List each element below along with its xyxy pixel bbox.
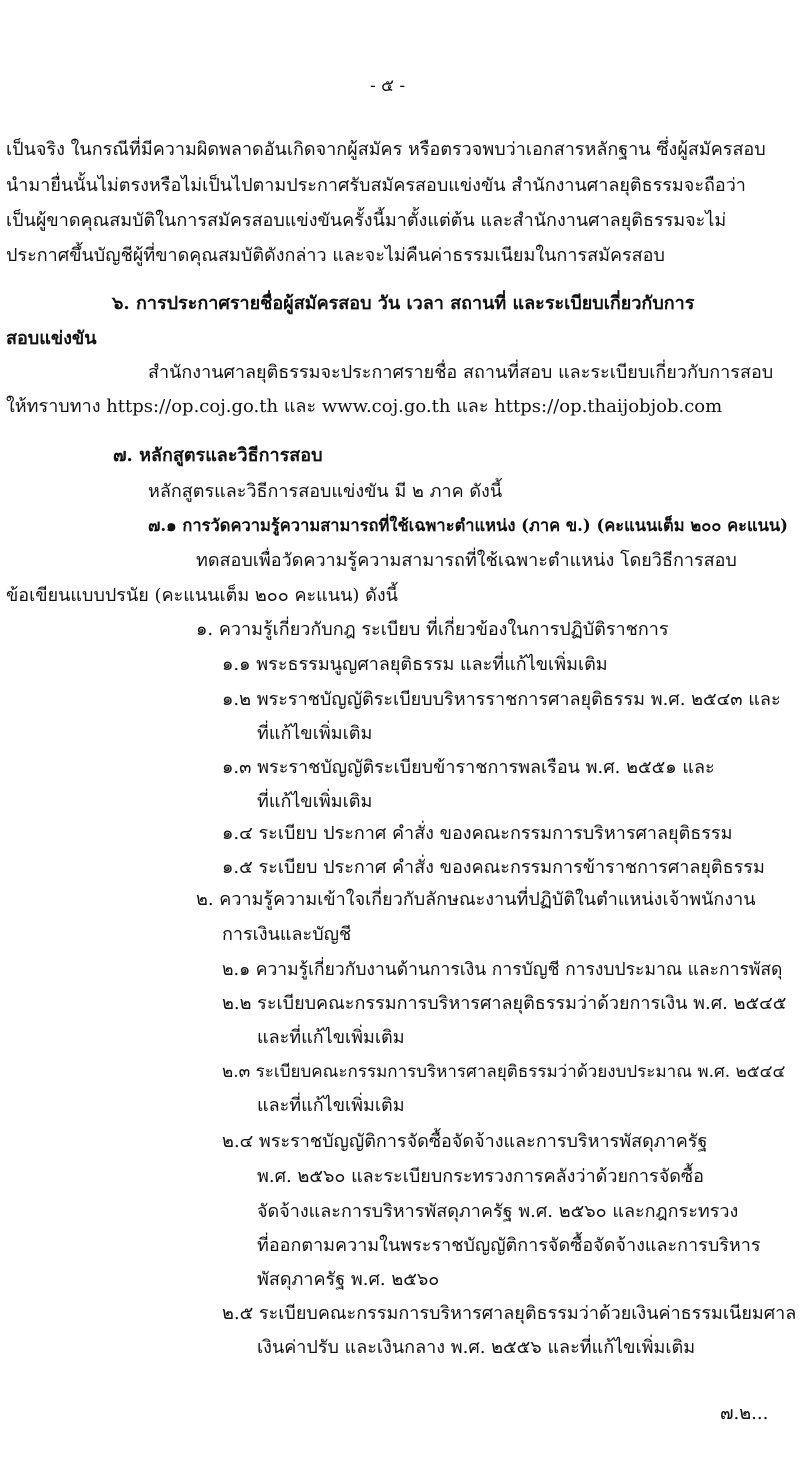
section-6-body: สำนักงานศาลยุติธรรมจะประกาศรายชื่อ สถานที่สอบ และระเบียบเกี่ยวกับการสอบ [148,362,774,383]
list-item-cont: พัสดุภาครัฐ พ.ศ. ๒๕๖๐ [257,1269,440,1290]
list-item-cont: จัดจ้างและการบริหารพัสดุภาครัฐ พ.ศ. ๒๕๖๐ และกฎกระทรวง [257,1201,739,1222]
list-item: ๑.๒ พระราชบัญญัติระเบียบบริหารราชการศาลยุติธรรม พ.ศ. ๒๕๔๓ และ [222,689,781,710]
section-6-body-cont: ให้ทราบทาง https://op.coj.go.th และ www.coj.go.th และ https://op.thaijobjob.com [6,396,723,417]
list-item: ๑.๕ ระเบียบ ประกาศ คำสั่ง ของคณะกรรมการข้าราชการศาลยุติธรรม [222,857,765,878]
list-item-cont: และที่แก้ไขเพิ่มเติม [257,1095,405,1116]
list-item: ๒.๓ ระเบียบคณะกรรมการบริหารศาลยุติธรรมว่าด้วยงบประมาณ พ.ศ. ๒๕๔๔ [222,1062,786,1082]
list-item: ๑.๓ พระราชบัญญัติระเบียบข้าราชการพลเรือน พ.ศ. ๒๕๕๑ และ [222,757,715,778]
paragraph-line: เป็นจริง ในกรณีที่มีความผิดพลาดอันเกิดจากผู้สมัคร หรือตรวจพบว่าเอกสารหลักฐาน ซึ่งผู้สมัครสอบ [6,139,766,160]
list-item: ๒.๒ ระเบียบคณะกรรมการบริหารศาลยุติธรรมว่าด้วยการเงิน พ.ศ. ๒๕๔๕ [222,993,787,1014]
list-item: ๒. ความรู้ความเข้าใจเกี่ยวกับลักษณะงานที่ปฏิบัติในตำแหน่งเจ้าพนักงาน [196,889,756,910]
list-item: ๒.๔ พระราชบัญญัติการจัดซื้อจัดจ้างและการบริหารพัสดุภาครัฐ [222,1131,708,1152]
list-item-cont: และที่แก้ไขเพิ่มเติม [257,1027,405,1048]
paragraph-line: นำมายื่นนั้นไม่ตรงหรือไม่เป็นไปตามประกาศรับสมัครสอบแข่งขัน สำนักงานศาลยุติธรรมจะถือว่า [6,175,746,196]
list-item-cont: ที่แก้ไขเพิ่มเติม [257,791,373,812]
section-7-1-heading: ๗.๑ การวัดความรู้ความสามารถที่ใช้เฉพาะตำแหน่ง (ภาค ข.) (คะแนนเต็ม ๒๐๐ คะแนน) [148,516,788,535]
list-item: ๒.๕ ระเบียบคณะกรรมการบริหารศาลยุติธรรมว่าด้วยเงินค่าธรรมเนียมศาล [222,1303,797,1324]
list-item-cont: การเงินและบัญชี [222,924,352,945]
list-item: ๒.๑ ความรู้เกี่ยวกับงานด้านการเงิน การบัญชี การงบประมาณ และการพัสดุ [222,960,783,980]
list-item: ๑.๑ พระธรรมนูญศาลยุติธรรม และที่แก้ไขเพิ่มเติม [222,654,608,675]
section-7-intro: หลักสูตรและวิธีการสอบแข่งขัน มี ๒ ภาค ดังนี้ [148,481,503,502]
section-7-heading: ๗. หลักสูตรและวิธีการสอบ [113,445,323,466]
paragraph-line: เป็นผู้ขาดคุณสมบัติในการสมัครสอบแข่งขันครั้งนี้มาตั้งแต่ต้น และสำนักงานศาลยุติธรรมจะไม่ [6,210,727,231]
section-7-1-body: ทดสอบเพื่อวัดความรู้ความสามารถที่ใช้เฉพาะตำแหน่ง โดยวิธีการสอบ [196,550,737,571]
list-item: ๑.๔ ระเบียบ ประกาศ คำสั่ง ของคณะกรรมการบริหารศาลยุติธรรม [222,823,733,844]
section-6-heading-cont: สอบแข่งขัน [6,328,97,349]
list-item-cont: พ.ศ. ๒๕๖๐ และระเบียบกระทรวงการคลังว่าด้วยการจัดซื้อ [257,1166,704,1187]
list-item: ๑. ความรู้เกี่ยวกับกฎ ระเบียบ ที่เกี่ยวข้องในการปฏิบัติราชการ [196,619,669,640]
section-6-heading: ๖. การประกาศรายชื่อผู้สมัครสอบ วัน เวลา สถานที่ และระเบียบเกี่ยวกับการ [112,293,695,314]
list-item-cont: เงินค่าปรับ และเงินกลาง พ.ศ. ๒๕๕๖ และที่แก้ไขเพิ่มเติม [257,1337,696,1358]
page-number: - ๕ - [370,76,406,96]
list-item-cont: ที่ออกตามความในพระราชบัญญัติการจัดซื้อจัดจ้างและการบริหาร [257,1235,761,1256]
continuation-marker: ๗.๒... [720,1403,769,1424]
paragraph-line: ประกาศขึ้นบัญชีผู้ที่ขาดคุณสมบัติดังกล่าว และจะไม่คืนค่าธรรมเนียมในการสมัครสอบ [6,245,665,266]
list-item-cont: ที่แก้ไขเพิ่มเติม [257,723,373,744]
section-7-1-body-cont: ข้อเขียนแบบปรนัย (คะแนนเต็ม ๒๐๐ คะแนน) ดังนี้ [6,585,398,606]
